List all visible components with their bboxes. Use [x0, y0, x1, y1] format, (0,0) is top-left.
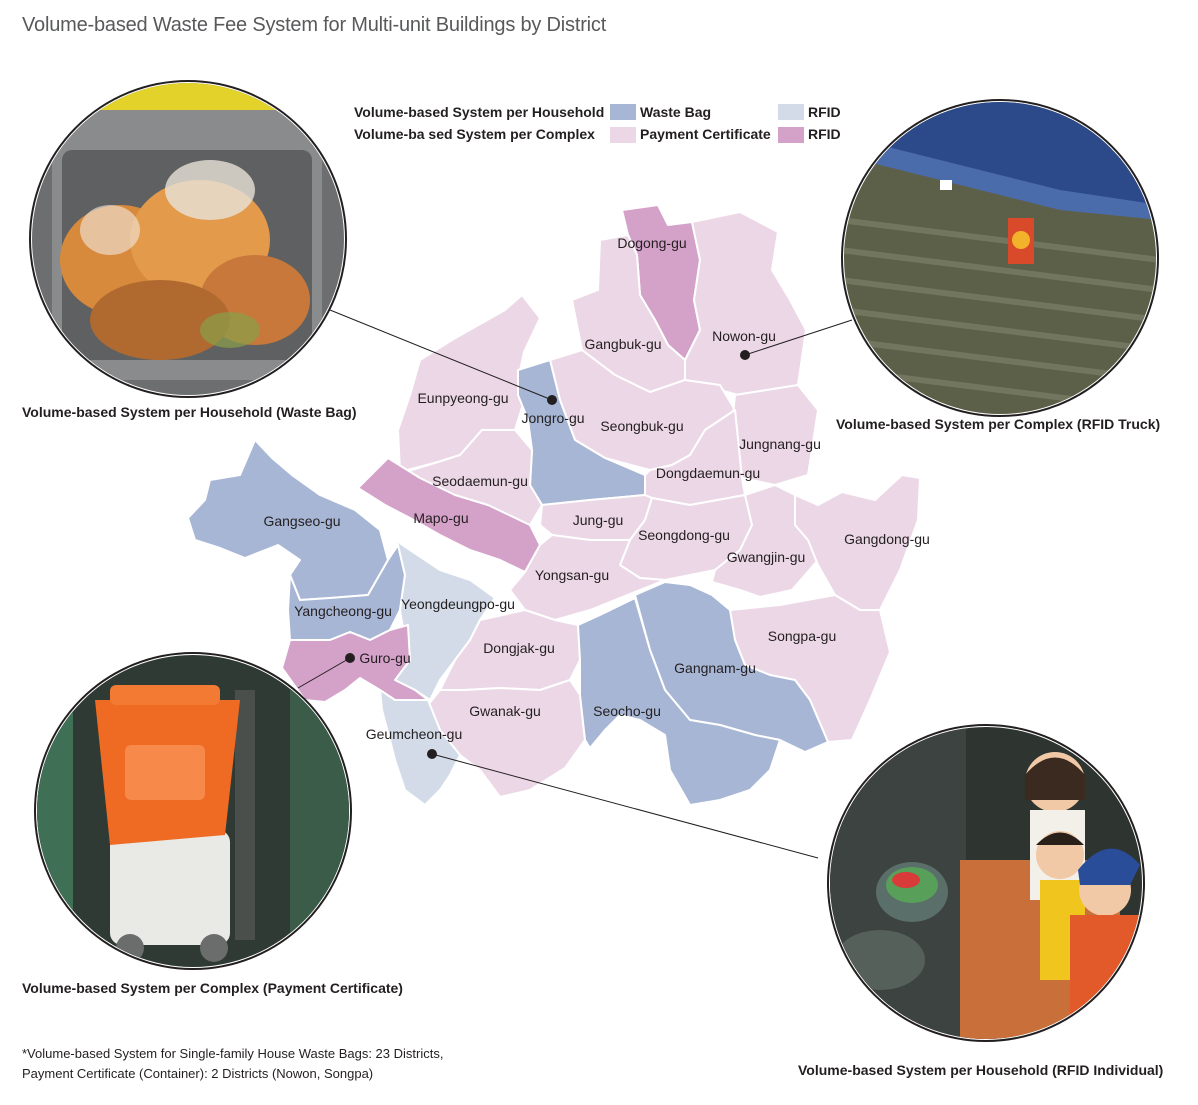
caption-payment-certificate: Volume-based System per Complex (Payment Certificate) [22, 980, 403, 996]
label-seongbuk: Seongbuk-gu [600, 418, 684, 434]
photo-rfid-truck [840, 100, 1160, 420]
label-gangdong: Gangdong-gu [844, 531, 930, 547]
label-eunpyeong: Eunpyeong-gu [417, 390, 509, 406]
label-gangnam: Gangnam-gu [674, 660, 756, 676]
label-gwangjin: Gwangjin-gu [726, 549, 806, 565]
label-songpa: Songpa-gu [767, 628, 837, 644]
label-jungnang: Jungnang-gu [739, 436, 821, 452]
label-guro: Guro-gu [359, 650, 411, 666]
legend-household-label: Volume-based System per Household [354, 104, 605, 120]
label-gangseo: Gangseo-gu [263, 513, 341, 529]
district-nowon [685, 212, 806, 395]
label-dongjak: Dongjak-gu [483, 640, 555, 656]
label-gwanak: Gwanak-gu [469, 703, 541, 719]
legend-label-rfid-complex: RFID [808, 126, 841, 142]
label-nowon: Nowon-gu [712, 328, 776, 344]
label-seodaemun: Seodaemun-gu [432, 473, 528, 489]
photo-rfid-individual [826, 725, 1150, 1050]
label-gangbuk: Gangbuk-gu [584, 336, 662, 352]
label-dongdaemun: Dongdaemun-gu [655, 465, 761, 481]
footnote-line-1: *Volume-based System for Single-family House Waste Bags: 23 Districts, [22, 1046, 444, 1061]
label-jung: Jung-gu [572, 512, 624, 528]
label-yeongdeungpo: Yeongdeungpo-gu [401, 596, 515, 612]
label-mapo: Mapo-gu [413, 510, 469, 526]
label-yongsan: Yongsan-gu [534, 567, 610, 583]
label-seocho: Seocho-gu [593, 703, 661, 719]
photo-waste-bag [28, 80, 348, 400]
legend-label-waste-bag: Waste Bag [640, 104, 712, 120]
caption-rfid-individual: Volume-based System per Household (RFID Individual) [798, 1062, 1164, 1078]
label-seongdong: Seongdong-gu [638, 527, 730, 543]
legend-label-payment-certificate: Payment Certificate [640, 126, 771, 142]
leader-dot-geumcheon [427, 749, 437, 759]
page-title: Volume-based Waste Fee System for Multi-unit Buildings by District [22, 14, 607, 36]
legend-label-rfid-household: RFID [808, 104, 841, 120]
caption-rfid-truck: Volume-based System per Complex (RFID Truck) [836, 416, 1161, 432]
label-jongro: Jongro-gu [521, 410, 585, 426]
leader-dot-nowon [740, 350, 750, 360]
footnote-line-2: Payment Certificate (Container): 2 Districts (Nowon, Songpa) [22, 1066, 374, 1081]
label-dogong: Dogong-gu [617, 235, 687, 251]
footnote [22, 1044, 443, 1084]
label-yangcheong: Yangcheong-gu [294, 603, 392, 619]
legend-complex-label: Volume-ba sed System per Complex [354, 126, 595, 142]
caption-waste-bag: Volume-based System per Household (Waste Bag) [22, 404, 357, 420]
leader-dot-jongro [547, 395, 557, 405]
leader-dot-guro [345, 653, 355, 663]
label-geumcheon: Geumcheon-gu [365, 726, 463, 742]
